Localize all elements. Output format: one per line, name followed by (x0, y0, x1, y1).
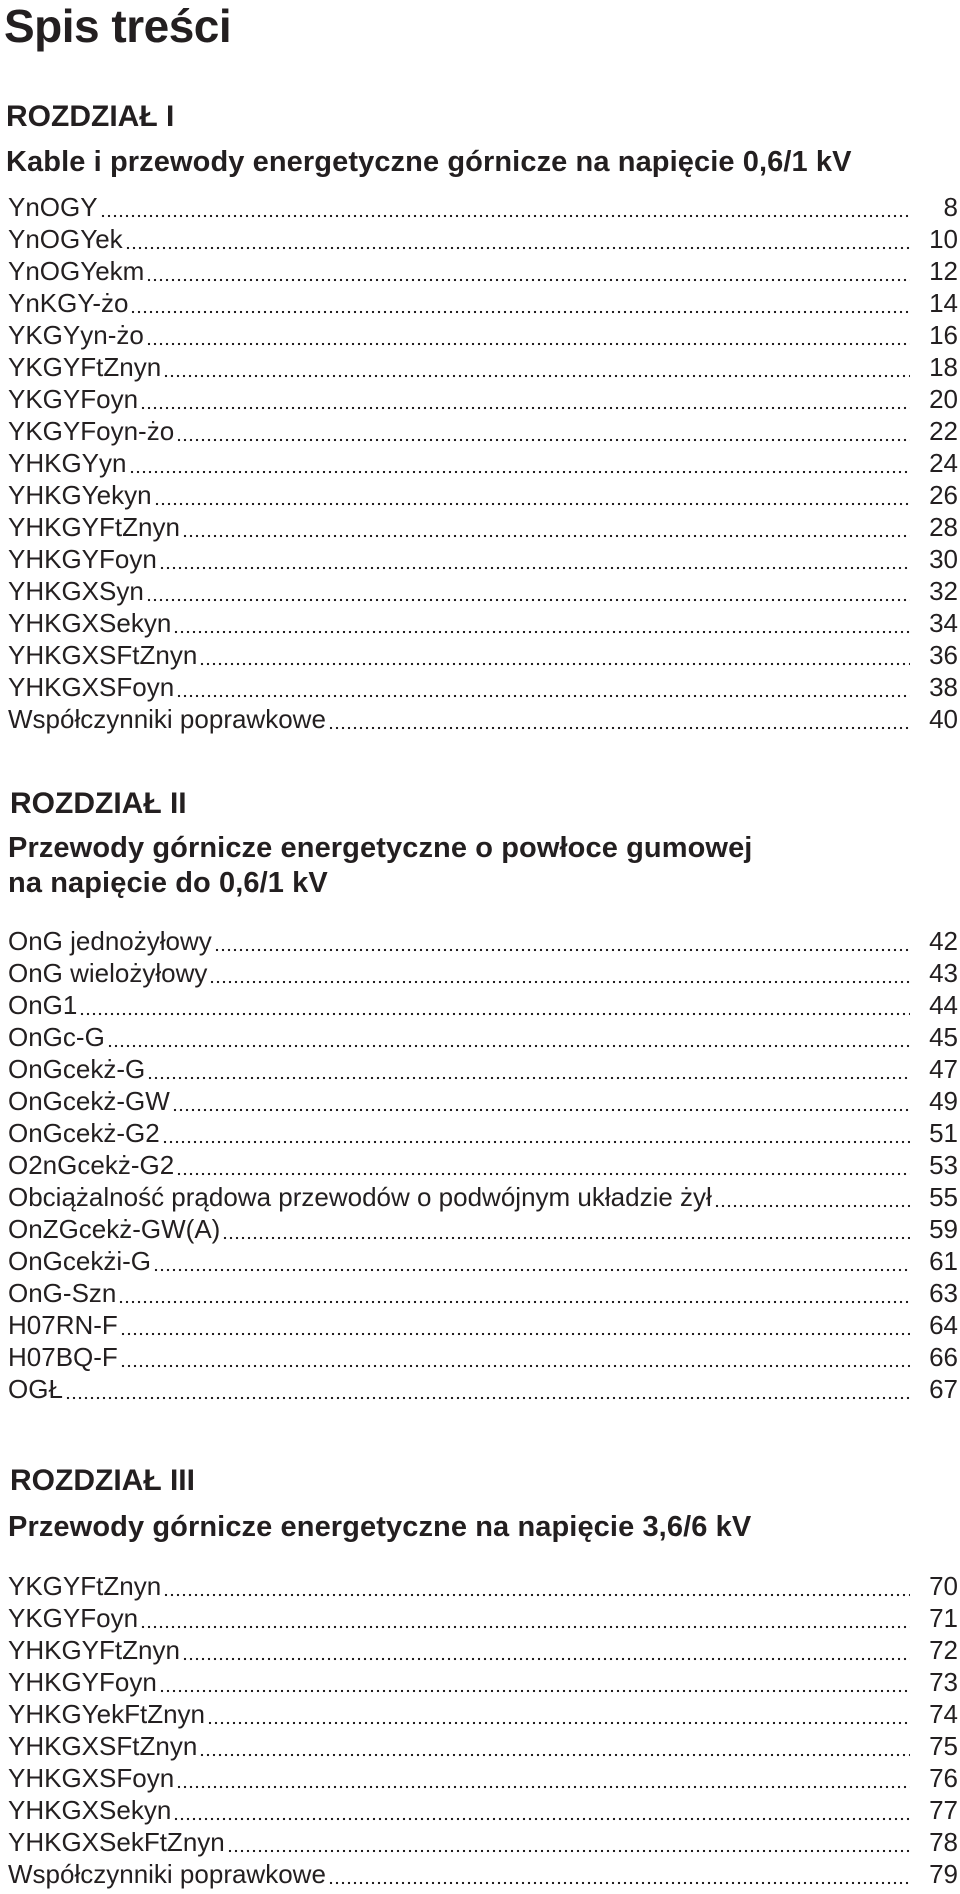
toc-entry-page-number: 28 (929, 512, 958, 542)
toc-entry[interactable] (8, 511, 958, 543)
toc-entry-page-number: 24 (929, 448, 958, 478)
toc-entry-page-number: 75 (929, 1731, 958, 1761)
toc-entry-page-number: 16 (929, 320, 958, 350)
toc-entry-name: YKGYyn-żo (8, 320, 144, 350)
dot-leader (214, 926, 910, 952)
page-title: Spis treści (4, 0, 232, 52)
toc-entry-page-number: 8 (943, 192, 958, 222)
toc-entry-page-number: 22 (929, 416, 958, 446)
toc-entry[interactable] (8, 1341, 958, 1373)
toc-entry-name: OnG1 (8, 990, 78, 1020)
dot-leader (65, 1374, 910, 1400)
toc-entry-name: YnOGY (8, 192, 98, 222)
dot-leader (140, 1603, 910, 1629)
chapter-label-1: ROZDZIAŁ I (6, 100, 175, 133)
toc-entry[interactable] (8, 1021, 958, 1053)
toc-entry[interactable] (8, 255, 958, 287)
toc-entry-name: OnGc-G (8, 1022, 105, 1052)
toc-entry[interactable] (8, 1762, 958, 1794)
toc-entry-page-number: 47 (929, 1054, 958, 1084)
toc-entry-page-number: 70 (929, 1571, 958, 1601)
toc-entry-name: Obciążalność prądowa przewodów o podwójnym układzie żył (8, 1182, 712, 1212)
toc-list-chapter-2 (8, 925, 958, 1405)
toc-entry-name: H07RN-F (8, 1310, 118, 1340)
toc-entry-page-number: 10 (929, 224, 958, 254)
dot-leader (159, 1667, 910, 1693)
dot-leader (199, 1731, 910, 1757)
toc-entry-page-number: 44 (929, 990, 958, 1020)
dot-leader (176, 1150, 910, 1176)
toc-entry[interactable] (8, 1666, 958, 1698)
dot-leader (176, 1763, 910, 1789)
toc-entry-name: YHKGXSFoyn (8, 672, 175, 702)
dot-leader (172, 1086, 910, 1112)
chapter-title-3: Przewody górnicze energetyczne na napięcie 3,6/6 kV (8, 1511, 752, 1543)
toc-entry-page-number: 63 (929, 1278, 958, 1308)
dot-leader (79, 990, 910, 1016)
toc-entry[interactable] (8, 1373, 958, 1405)
toc-entry[interactable] (8, 1277, 958, 1309)
toc-entry[interactable] (8, 351, 958, 383)
toc-entry-page-number: 67 (929, 1374, 958, 1404)
toc-list-chapter-1 (8, 191, 958, 735)
toc-entry-page-number: 61 (929, 1246, 958, 1276)
toc-entry[interactable] (8, 1794, 958, 1826)
dot-leader (173, 1795, 910, 1821)
toc-entry-page-number: 18 (929, 352, 958, 382)
dot-leader (328, 704, 910, 730)
dot-leader (163, 352, 910, 378)
toc-entry-page-number: 51 (929, 1118, 958, 1148)
toc-entry[interactable] (8, 447, 958, 479)
toc-entry[interactable] (8, 1181, 958, 1213)
toc-entry-name: Współczynniki poprawkowe (8, 704, 326, 734)
toc-entry-page-number: 66 (929, 1342, 958, 1372)
toc-entry-page-number: 43 (929, 958, 958, 988)
toc-entry-page-number: 76 (929, 1763, 958, 1793)
toc-entry-page-number: 42 (929, 926, 958, 956)
dot-leader (182, 512, 910, 538)
toc-entry-name: OnG wielożyłowy (8, 958, 208, 988)
toc-entry[interactable] (8, 479, 958, 511)
toc-entry-name: YHKGXSFtZnyn (8, 640, 198, 670)
toc-entry-name: OnGcekż-G (8, 1054, 146, 1084)
toc-entry-name: YHKGYekFtZnyn (8, 1699, 206, 1729)
dot-leader (207, 1699, 910, 1725)
toc-entry-page-number: 77 (929, 1795, 958, 1825)
toc-entry-name: YHKGXSekyn (8, 608, 172, 638)
toc-entry-name: YHKGYFoyn (8, 1667, 157, 1697)
toc-entry-page-number: 71 (929, 1603, 958, 1633)
dot-leader (714, 1182, 910, 1208)
toc-list-chapter-3 (8, 1570, 958, 1890)
toc-entry-page-number: 74 (929, 1699, 958, 1729)
toc-entry[interactable] (8, 191, 958, 223)
dot-leader (199, 640, 910, 666)
dot-leader (162, 1118, 910, 1144)
toc-entry[interactable] (8, 1245, 958, 1277)
dot-leader (173, 608, 910, 634)
dot-leader (153, 1246, 910, 1272)
dot-leader (146, 320, 910, 346)
toc-entry-name: YHKGXSFtZnyn (8, 1731, 198, 1761)
toc-entry-name: Współczynniki poprawkowe (8, 1859, 326, 1889)
toc-entry[interactable] (8, 1117, 958, 1149)
dot-leader (140, 384, 910, 410)
toc-entry-name: YHKGYekyn (8, 480, 152, 510)
toc-entry-page-number: 73 (929, 1667, 958, 1697)
toc-entry[interactable] (8, 703, 958, 735)
dot-leader (130, 288, 910, 314)
toc-entry[interactable] (8, 575, 958, 607)
toc-entry[interactable] (8, 989, 958, 1021)
toc-entry-page-number: 26 (929, 480, 958, 510)
toc-entry-name: YHKGXSyn (8, 576, 144, 606)
toc-entry[interactable] (8, 1309, 958, 1341)
toc-entry-page-number: 30 (929, 544, 958, 574)
dot-leader (120, 1342, 910, 1368)
toc-entry[interactable] (8, 1053, 958, 1085)
dot-leader (159, 544, 910, 570)
toc-entry-page-number: 79 (929, 1859, 958, 1889)
toc-entry-name: YnOGYek (8, 224, 123, 254)
dot-leader (120, 1310, 910, 1336)
toc-entry[interactable] (8, 607, 958, 639)
dot-leader (163, 1571, 910, 1597)
toc-entry-page-number: 59 (929, 1214, 958, 1244)
toc-entry-page-number: 34 (929, 608, 958, 638)
toc-entry-name: YHKGXSekyn (8, 1795, 172, 1825)
dot-leader (147, 1054, 910, 1080)
toc-entry-page-number: 40 (929, 704, 958, 734)
toc-entry[interactable] (8, 671, 958, 703)
dot-leader (328, 1859, 910, 1885)
chapter-label-3: ROZDZIAŁ III (10, 1464, 195, 1497)
toc-entry-page-number: 36 (929, 640, 958, 670)
toc-entry-name: YHKGYyn (8, 448, 127, 478)
toc-entry-name: YHKGXSekFtZnyn (8, 1827, 225, 1857)
toc-entry[interactable] (8, 1698, 958, 1730)
dot-leader (209, 958, 910, 984)
toc-entry-page-number: 49 (929, 1086, 958, 1116)
dot-leader (129, 448, 911, 474)
toc-entry[interactable] (8, 639, 958, 671)
dot-leader (100, 192, 910, 218)
toc-entry[interactable] (8, 1602, 958, 1634)
toc-entry[interactable] (8, 287, 958, 319)
toc-entry-name: OGŁ (8, 1374, 63, 1404)
toc-entry[interactable] (8, 1149, 958, 1181)
toc-entry-name: YKGYFoyn (8, 1603, 139, 1633)
dot-leader (118, 1278, 910, 1304)
toc-entry[interactable] (8, 1213, 958, 1245)
dot-leader (182, 1635, 910, 1661)
toc-entry[interactable] (8, 223, 958, 255)
toc-entry-page-number: 38 (929, 672, 958, 702)
toc-entry-name: YHKGXSFoyn (8, 1763, 175, 1793)
dot-leader (146, 256, 910, 282)
toc-entry-page-number: 32 (929, 576, 958, 606)
toc-entry-page-number: 55 (929, 1182, 958, 1212)
toc-entry-name: YHKGYFoyn (8, 544, 157, 574)
toc-entry[interactable] (8, 1085, 958, 1117)
toc-entry-name: H07BQ-F (8, 1342, 118, 1372)
toc-entry[interactable] (8, 1826, 958, 1858)
toc-entry[interactable] (8, 957, 958, 989)
toc-entry-name: OnGcekż-GW (8, 1086, 170, 1116)
toc-entry-name: OnG jednożyłowy (8, 926, 212, 956)
dot-leader (154, 480, 910, 506)
dot-leader (222, 1214, 910, 1240)
toc-entry-name: YKGYFoyn (8, 384, 139, 414)
dot-leader (176, 416, 910, 442)
toc-entry-page-number: 20 (929, 384, 958, 414)
dot-leader (125, 224, 910, 250)
chapter-title-2-line-1: Przewody górnicze energetyczne o powłoce gumowej (8, 832, 753, 864)
toc-entry-name: OnZGcekż-GW(A) (8, 1214, 221, 1244)
toc-entry-page-number: 14 (929, 288, 958, 318)
toc-entry[interactable] (8, 1858, 958, 1890)
dot-leader (107, 1022, 910, 1048)
toc-entry-page-number: 64 (929, 1310, 958, 1340)
toc-entry[interactable] (8, 1730, 958, 1762)
toc-entry-page-number: 45 (929, 1022, 958, 1052)
toc-entry[interactable] (8, 383, 958, 415)
toc-entry[interactable] (8, 319, 958, 351)
toc-entry[interactable] (8, 1570, 958, 1602)
toc-entry-page-number: 53 (929, 1150, 958, 1180)
chapter-label-2: ROZDZIAŁ II (10, 787, 187, 820)
toc-entry-name: YKGYFoyn-żo (8, 416, 175, 446)
toc-entry-name: OnG-Szn (8, 1278, 117, 1308)
toc-entry-name: YHKGYFtZnyn (8, 512, 180, 542)
toc-entry-name: YnKGY-żo (8, 288, 129, 318)
toc-entry-name: OnGcekżi-G (8, 1246, 152, 1276)
dot-leader (176, 672, 910, 698)
toc-entry[interactable] (8, 925, 958, 957)
chapter-title-2-line-2: na napięcie do 0,6/1 kV (8, 867, 328, 899)
toc-entry[interactable] (8, 415, 958, 447)
toc-entry-name: O2nGcekż-G2 (8, 1150, 175, 1180)
toc-entry-name: YKGYFtZnyn (8, 1571, 162, 1601)
toc-entry-name: OnGcekż-G2 (8, 1118, 160, 1148)
toc-entry-name: YHKGYFtZnyn (8, 1635, 180, 1665)
toc-entry-name: YnOGYekm (8, 256, 145, 286)
toc-entry-page-number: 72 (929, 1635, 958, 1665)
dot-leader (227, 1827, 910, 1853)
dot-leader (146, 576, 910, 602)
chapter-title-1: Kable i przewody energetyczne górnicze na napięcie 0,6/1 kV (6, 146, 852, 178)
toc-entry-name: YKGYFtZnyn (8, 352, 162, 382)
toc-entry[interactable] (8, 1634, 958, 1666)
toc-entry[interactable] (8, 543, 958, 575)
toc-entry-page-number: 78 (929, 1827, 958, 1857)
toc-entry-page-number: 12 (929, 256, 958, 286)
